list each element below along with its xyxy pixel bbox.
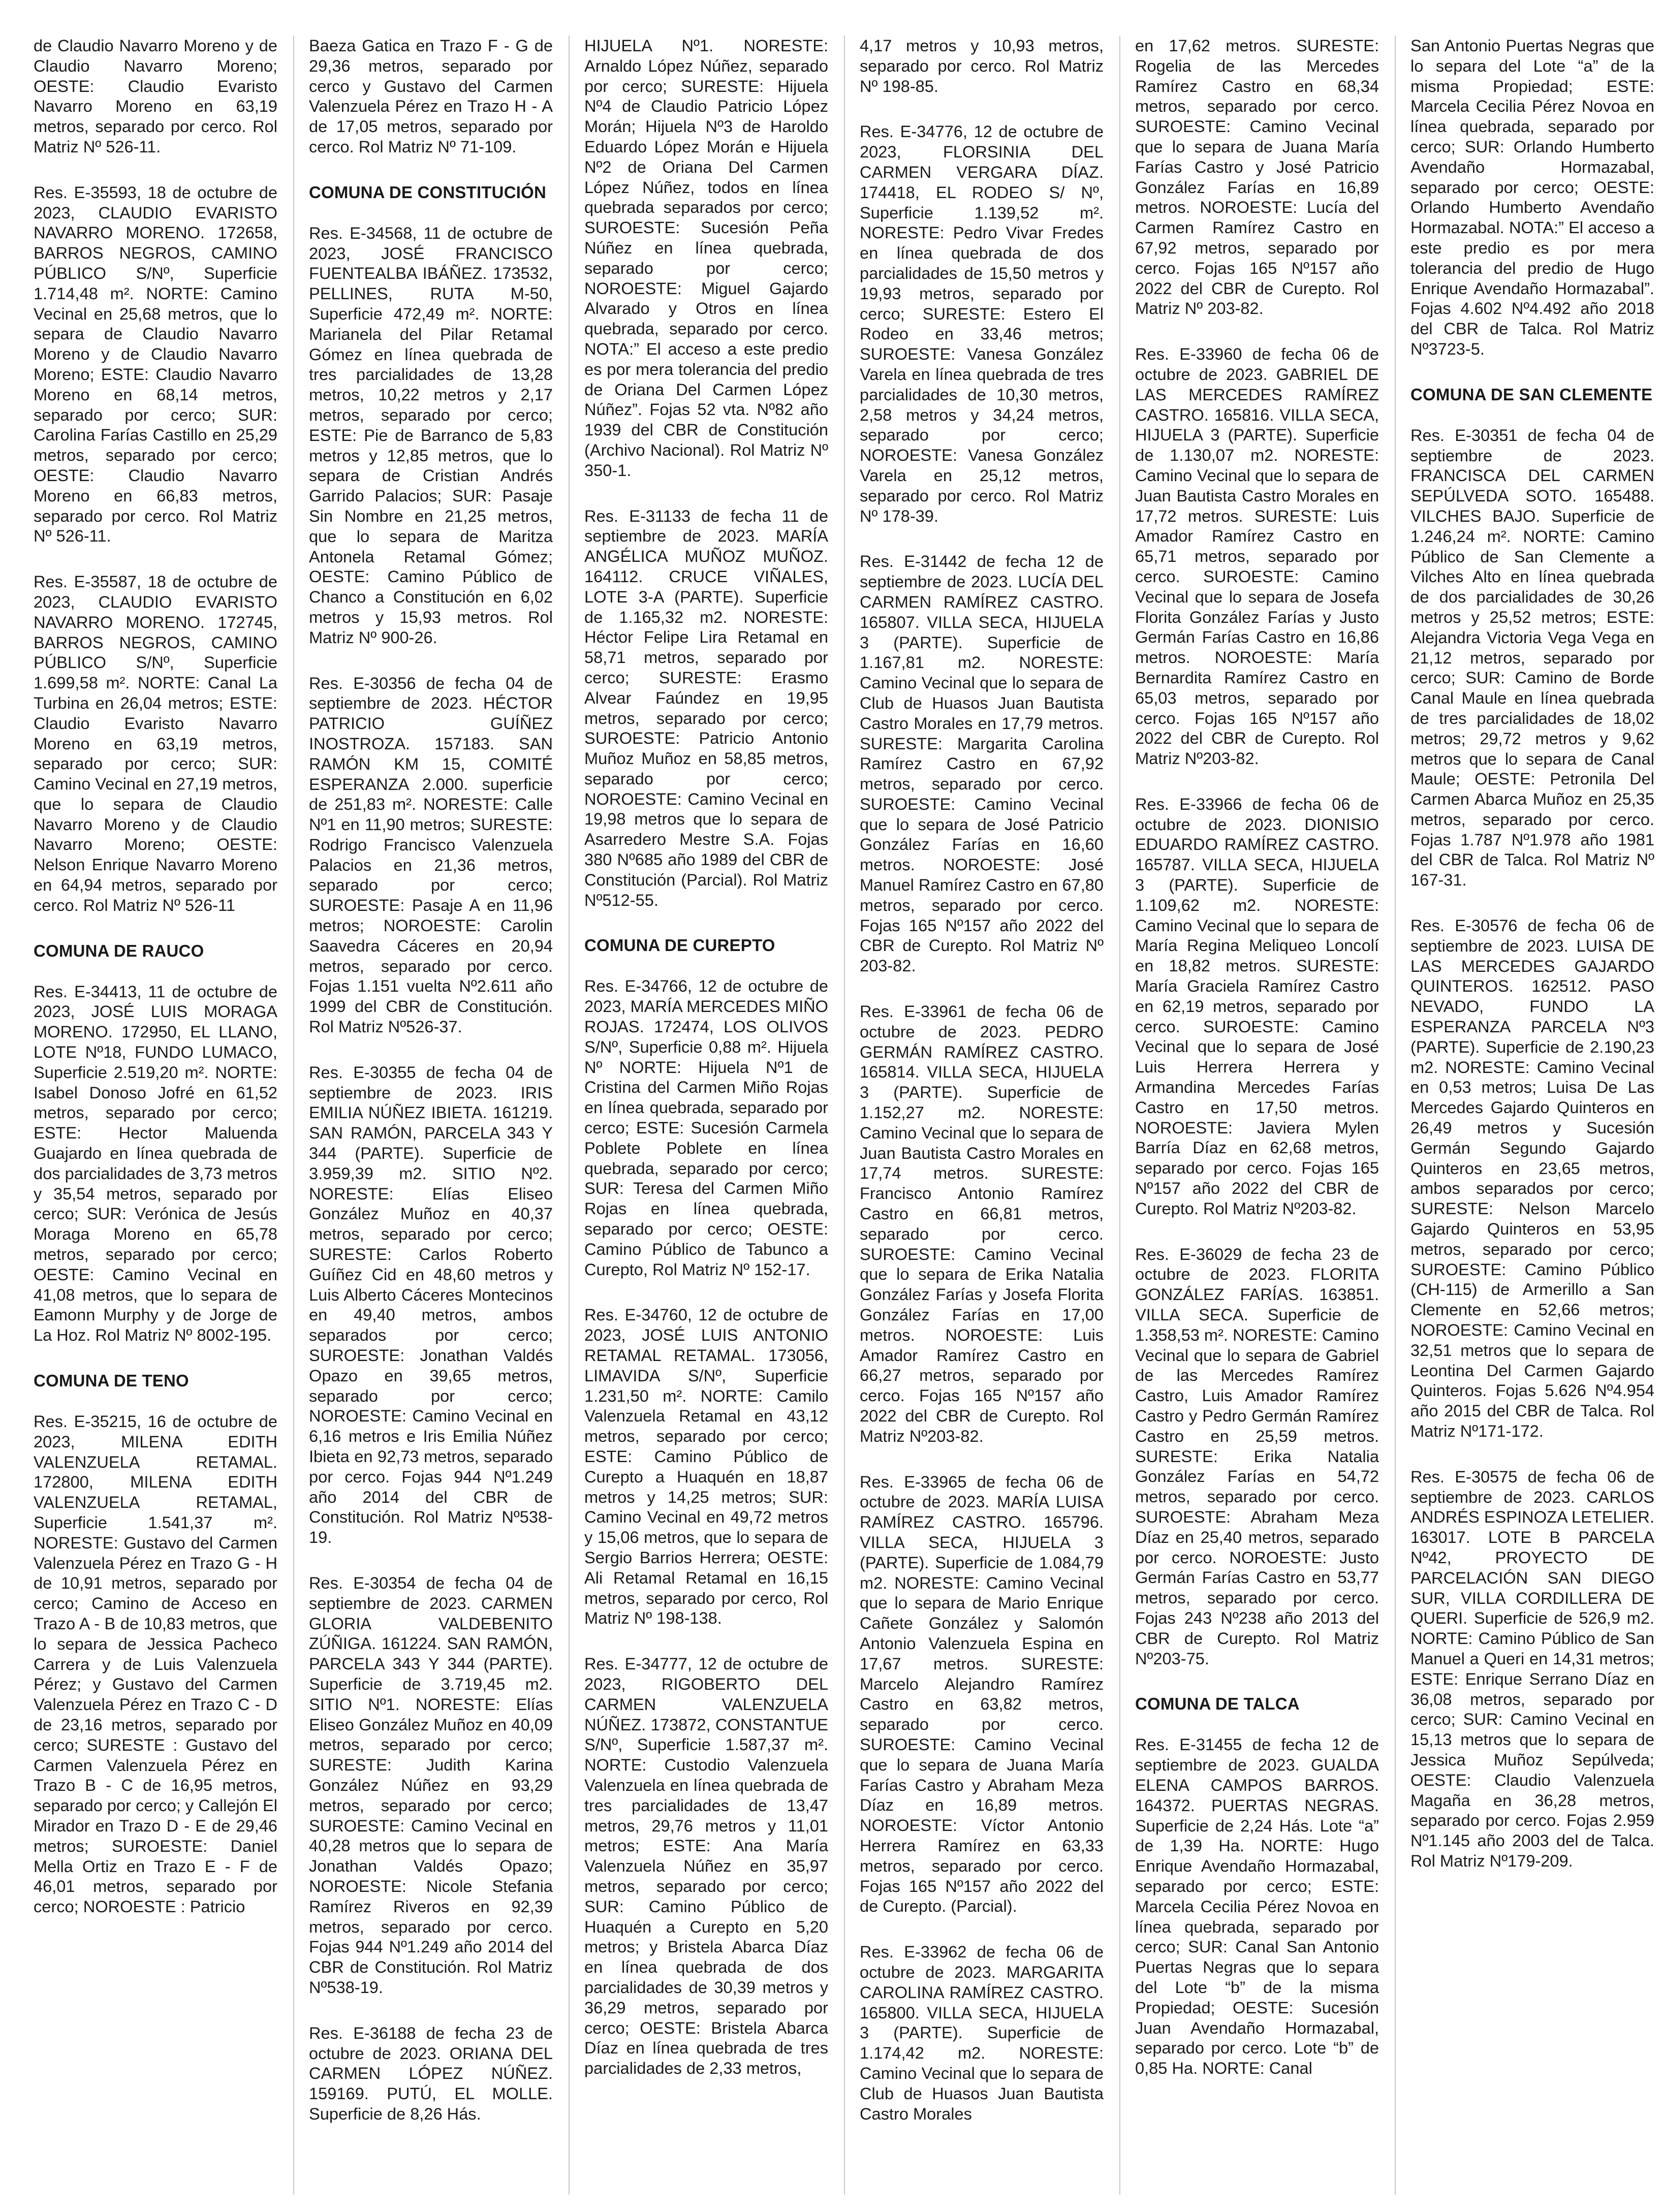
notice-paragraph: Res. E-31133 de fecha 11 de septiembre de 2023. MARÍA ANGÉLICA MUÑOZ MUÑOZ. 164112. CRUCE VIÑALES, LOTE 3-A (PARTE). Superficie de 1.165,32 m2. NORESTE: Héctor Felipe Lira Retamal en 58,71 metros, separado por cerco; SURESTE: Erasmo Alvear Faúndez en 19,95 metros, separado por cerco; SUROESTE: Patricio Antonio Muñoz Muñoz en 58,85 metros, separado por cerco; NOROESTE: Camino Vecinal en 19,98 metros que lo separa de Asarredero Mestre S.A. Fojas 380 Nº685 año 1989 del CBR de Constitución (Parcial). Rol Matriz Nº512-55. bbox=[584, 506, 828, 909]
notice-paragraph: Res. E-34760, 12 de octubre de 2023, JOSÉ LUIS ANTONIO RETAMAL RETAMAL. 173056, LIMAVIDA S/Nº, Superficie 1.231,50 m². NORTE: Camilo Valenzuela Retamal en 43,12 metros, separado por cerco; ESTE: Camino Público de Curepto a Huaquén en 18,87 metros y 14,25 metros; SUR: Camino Vecinal en 49,72 metros y 15,06 metros, que lo separa de Sergio Barrios Herrera; OESTE: Ali Retamal Retamal en 16,15 metros, separado por cerco, Rol Matriz Nº 198-138. bbox=[584, 1305, 828, 1628]
notice-paragraph: Res. E-34413, 11 de octubre de 2023, JOSÉ LUIS MORAGA MORENO. 172950, EL LLANO, LOTE Nº18, FUNDO LUMACO, Superficie 2.519,20 m². NORTE: Isabel Donoso Jofré en 61,52 metros, separado por cerco; ESTE: Hector Maluenda Guajardo en línea quebrada de dos parcialidades de 3,73 metros y 35,54 metros, separado por cerco; SUR: Verónica de Jesús Moraga Moreno en 65,78 metros, separado por cerco; OESTE: Camino Vecinal en 41,08 metros, que lo separa de Eamonn Murphy y de Jorge de La Hoz. Rol Matriz Nº 8002-195. bbox=[34, 982, 277, 1345]
notice-paragraph: Res. E-30356 de fecha 04 de septiembre de 2023. HÉCTOR PATRICIO GUÍÑEZ INOSTROZA. 157183. SAN RAMÓN KM 15, COMITÉ ESPERANZA 2.000. superficie de 251,83 m². NORESTE: Calle Nº1 en 11,90 metros; SURESTE: Rodrigo Francisco Valenzuela Palacios en 21,36 metros, separado por cerco; SUROESTE: Pasaje A en 11,96 metros; NOROESTE: Carolin Saavedra Cáceres en 20,94 metros, separado por cerco. Fojas 1.151 vuelta Nº2.611 año 1999 del CBR de Constitución. Rol Matriz Nº526-37. bbox=[309, 673, 553, 1036]
section-heading: COMUNA DE CUREPTO bbox=[584, 936, 775, 955]
text-column-1 bbox=[34, 36, 277, 2195]
text-column-6 bbox=[1410, 36, 1654, 2195]
column-rule bbox=[844, 36, 845, 2195]
notice-paragraph: Baeza Gatica en Trazo F - G de 29,36 metros, separado por cerco y Gustavo del Carmen Valenzuela Pérez en Trazo H - A de 17,05 metros, separado por cerco. Rol Matriz Nº 71-109. bbox=[309, 36, 553, 156]
notice-paragraph: Res. E-31455 de fecha 12 de septiembre de 2023. GUALDA ELENA CAMPOS BARROS. 164372. PUERTAS NEGRAS. Superficie de 2,24 Hás. Lote “a” de 1,39 Ha. NORTE: Hugo Enrique Avendaño Hormazabal, separado por cerco; ESTE: Marcela Cecilia Pérez Novoa en línea quebrada, separado por cerco; SUR: Canal San Antonio Puertas Negras que lo separa del Lote “b” de la misma Propiedad; OESTE: Sucesión Juan Avendaño Hormazabal, separado por cerco. Lote “b” de 0,85 Ha. NORTE: Canal bbox=[1135, 1735, 1379, 2078]
notice-paragraph: Res. E-30351 de fecha 04 de septiembre de 2023. FRANCISCA DEL CARMEN SEPÚLVEDA SOTO. 165488. VILCHES BAJO. Superficie de 1.246,24 m². NORTE: Camino Público de San Clemente a Vilches Alto en línea quebrada de dos parcialidades de 30,26 metros y 25,52 metros; ESTE: Alejandra Victoria Vega Vega en 21,12 metros, separado por cerco; SUR: Camino de Borde Canal Maule en línea quebrada de tres parcialidades de 18,02 metros; 29,72 metros y 9,62 metros que lo separa de Canal Maule; OESTE: Petronila Del Carmen Abarca Muñoz en 25,35 metros, separado por cerco. Fojas 1.787 Nº1.978 año 1981 del CBR de Talca. Rol Matriz Nº 167-31. bbox=[1410, 425, 1654, 890]
notice-paragraph: Res. E-30354 de fecha 04 de septiembre de 2023. CARMEN GLORIA VALDEBENITO ZÚÑIGA. 161224. SAN RAMÓN, PARCELA 343 Y 344 (PARTE). Superficie de 3.719,45 m2. SITIO Nº1. NORESTE: Elías Eliseo González Muñoz en 40,09 metros, separado por cerco; SURESTE: Judith Karina González Núñez en 93,29 metros, separado por cerco; SUROESTE: Camino Vecinal en 40,28 metros que lo separa de Jonathan Valdés Opazo; NOROESTE: Nicole Stefania Ramírez Riveros en 92,39 metros, separado por cerco. Fojas 944 Nº1.249 año 2014 del CBR de Constitución. Rol Matriz Nº538-19. bbox=[309, 1573, 553, 1997]
notice-paragraph: 4,17 metros y 10,93 metros, separado por cerco. Rol Matriz Nº 198-85. bbox=[860, 36, 1104, 96]
notice-paragraph: Res. E-33961 de fecha 06 de octubre de 2023. PEDRO GERMÁN RAMÍREZ CASTRO. 165814. VILLA SECA, HIJUELA 3 (PARTE). Superficie de 1.152,27 m2. NORESTE: Camino Vecinal que lo separa de Juan Bautista Castro Morales en 17,74 metros. SURESTE: Francisco Antonio Ramírez Castro en 66,81 metros, separado por cerco. SUROESTE: Camino Vecinal que lo separa de Erika Natalia González Farías y Josefa Florita González Farías en 17,00 metros. NOROESTE: Luis Amador Ramírez Castro en 66,27 metros, separado por cerco. Fojas 165 Nº157 año 2022 del CBR de Curepto. Rol Matriz Nº203-82. bbox=[860, 1002, 1104, 1445]
section-heading: COMUNA DE TENO bbox=[34, 1371, 189, 1391]
notice-paragraph: San Antonio Puertas Negras que lo separa del Lote “a” de la misma Propiedad; ESTE: Marcela Cecilia Pérez Novoa en línea quebrada, separado por cerco; SUR: Orlando Humberto Avendaño Hormazabal, separado por cerco; OESTE: Orlando Humberto Avendaño Hormazabal. NOTA:” El acceso a este predio es por mera tolerancia del predio de Hugo Enrique Avendaño Hormazabal”. Fojas 4.602 Nº4.492 año 2018 del CBR de Talca. Rol Matriz Nº3723-5. bbox=[1410, 36, 1654, 358]
column-rule bbox=[293, 36, 294, 2195]
notice-paragraph: Res. E-33962 de fecha 06 de octubre de 2023. MARGARITA CAROLINA RAMÍREZ CASTRO. 165800. VILLA SECA, HIJUELA 3 (PARTE). Superficie de 1.174,42 m2. NORESTE: Camino Vecinal que lo separa de Club de Huasos Juan Bautista Castro Morales bbox=[860, 1942, 1104, 2123]
notice-paragraph: en 17,62 metros. SURESTE: Rogelia de las Mercedes Ramírez Castro en 68,34 metros, separado por cerco. SUROESTE: Camino Vecinal que lo separa de Juana María Farías Castro y José Patricio González Farías en 16,89 metros. NOROESTE: Lucía del Carmen Ramírez Castro en 67,92 metros, separado por cerco. Fojas 165 Nº157 año 2022 del CBR de Curepto. Rol Matriz Nº 203-82. bbox=[1135, 36, 1379, 318]
column-rule bbox=[569, 36, 570, 2195]
notice-paragraph: Res. E-31442 de fecha 12 de septiembre de 2023. LUCÍA DEL CARMEN RAMÍREZ CASTRO. 165807. VILLA SECA, HIJUELA 3 (PARTE). Superficie de 1.167,81 m2. NORESTE: Camino Vecinal que lo separa de Club de Huasos Juan Bautista Castro Morales en 17,79 metros. SURESTE: Margarita Carolina Ramírez Castro en 67,92 metros, separado por cerco. SUROESTE: Camino Vecinal que lo separa de José Patricio González Farías en 16,60 metros. NOROESTE: José Manuel Ramírez Castro en 67,80 metros, separado por cerco. Fojas 165 Nº157 año 2022 del CBR de Curepto. Rol Matriz Nº 203-82. bbox=[860, 552, 1104, 975]
column-rule bbox=[1395, 36, 1396, 2195]
notice-paragraph: HIJUELA Nº1. NORESTE: Arnaldo López Núñez, separado por cerco; SURESTE: Hijuela Nº4 de Claudio Patricio López Morán; Hijuela Nº3 de Haroldo Eduardo López Morán e Hijuela Nº2 de Oriana Del Carmen López Núñez, todos en línea quebrada separados por cerco; SUROESTE: Sucesión Peña Núñez en línea quebrada, separado por cerco; NOROESTE: Miguel Gajardo Alvarado y Otros en línea quebrada, separado por cerco. NOTA:” El acceso a este predio es por mera tolerancia del predio de Oriana Del Carmen López Núñez”. Fojas 52 vta. Nº82 año 1939 del CBR de Constitución (Archivo Nacional). Rol Matriz Nº 350-1. bbox=[584, 36, 828, 480]
notice-paragraph: Res. E-36188 de fecha 23 de octubre de 2023. ORIANA DEL CARMEN LÓPEZ NÚÑEZ. 159169. PUTÚ, EL MOLLE. Superficie de 8,26 Hás. bbox=[309, 2023, 553, 2123]
text-column-3 bbox=[584, 36, 828, 2195]
section-heading: COMUNA DE CONSTITUCIÓN bbox=[309, 182, 546, 202]
notice-paragraph: Res. E-33965 de fecha 06 de octubre de 2023. MARÍA LUISA RAMÍREZ CASTRO. 165796. VILLA SECA, HIJUELA 3 (PARTE). Superficie de 1.084,79 m2. NORESTE: Camino Vecinal que lo separa de Mario Enrique Cañete González y Salomón Antonio Valenzuela Espina en 17,67 metros. SURESTE: Marcelo Alejandro Ramírez Castro en 63,82 metros, separado por cerco. SUROESTE: Camino Vecinal que lo separa de Juana María Farías Castro y Abraham Meza Díaz en 16,89 metros. NOROESTE: Víctor Antonio Herrera Ramírez en 63,33 metros, separado por cerco. Fojas 165 Nº157 año 2022 del de Curepto. (Parcial). bbox=[860, 1472, 1104, 1916]
notice-paragraph: Res. E-35587, 18 de octubre de 2023, CLAUDIO EVARISTO NAVARRO MORENO. 172745, BARROS NEGROS, CAMINO PÚBLICO S/Nº, Superficie 1.699,58 m². NORTE: Canal La Turbina en 26,04 metros; ESTE: Claudio Evaristo Navarro Moreno en 63,19 metros, separado por cerco; SUR: Camino Vecinal en 27,19 metros, que lo separa de Claudio Navarro Moreno y de Claudio Navarro Moreno; OESTE: Nelson Enrique Navarro Moreno en 64,94 metros, separado por cerco. Rol Matriz Nº 526-11 bbox=[34, 572, 277, 914]
notice-paragraph: Res. E-34777, 12 de octubre de 2023, RIGOBERTO DEL CARMEN VALENZUELA NÚÑEZ. 173872, CONSTANTUE S/Nº, Superficie 1.587,37 m². NORTE: Custodio Valenzuela Valenzuela en línea quebrada de tres parcialidades de 13,47 metros, 29,76 metros y 11,01 metros; ESTE: Ana María Valenzuela Núñez en 35,97 metros, separado por cerco; SUR: Camino Público de Huaquén a Curepto en 5,20 metros; y Bristela Abarca Díaz en línea quebrada de dos parcialidades de 30,39 metros y 36,29 metros, separado por cerco; OESTE: Bristela Abarca Díaz en línea quebrada de tres parcialidades de 2,33 metros, bbox=[584, 1654, 828, 2078]
notice-paragraph: Res. E-36029 de fecha 23 de octubre de 2023. FLORITA GONZÁLEZ FARÍAS. 163851. VILLA SECA. Superficie de 1.358,53 m². NORESTE: Camino Vecinal que lo separa de Gabriel de las Mercedes Ramírez Castro, Luis Amador Ramírez Castro y Pedro Germán Ramírez Castro en 25,59 metros. SURESTE: Erika Natalia González Farías en 54,72 metros, separado por cerco. SUROESTE: Abraham Meza Díaz en 25,40 metros, separado por cerco. NOROESTE: Justo Germán Farías Castro en 53,77 metros, separado por cerco. Fojas 243 Nº238 año 2013 del CBR de Curepto. Rol Matriz Nº203-75. bbox=[1135, 1244, 1379, 1668]
notice-paragraph: Res. E-33960 de fecha 06 de octubre de 2023. GABRIEL DE LAS MERCEDES RAMÍREZ CASTRO. 165816. VILLA SECA, HIJUELA 3 (PARTE). Superficie de 1.130,07 m2. NORESTE: Camino Vecinal que lo separa de Juan Bautista Castro Morales en 17,72 metros. SURESTE: Luis Amador Ramírez Castro en 65,71 metros, separado por cerco. SUROESTE: Camino Vecinal que lo separa de Josefa Florita González Farías y Justo Germán Farías Castro en 16,86 metros. NOROESTE: María Bernardita Ramírez Castro en 65,03 metros, separado por cerco. Fojas 165 Nº157 año 2022 del CBR de Curepto. Rol Matriz Nº203-82. bbox=[1135, 344, 1379, 768]
notice-paragraph: Res. E-30575 de fecha 06 de septiembre de 2023. CARLOS ANDRÉS ESPINOZA LETELIER. 163017. LOTE B PARCELA Nº42, PROYECTO DE PARCELACIÓN SAN DIEGO SUR, VILLA CORDILLERA DE QUERI. Superficie de 526,9 m2. NORTE: Camino Público de San Manuel a Queri en 14,31 metros; ESTE: Enrique Serrano Díaz en 36,08 metros, separado por cerco; SUR: Camino Vecinal en 15,13 metros que lo separa de Jessica Muñoz Sepúlveda; OESTE: Claudio Valenzuela Magaña en 36,28 metros, separado por cerco. Fojas 2.959 Nº1.145 año 2003 del de Talca. Rol Matriz Nº179-209. bbox=[1410, 1467, 1654, 1870]
notice-paragraph: Res. E-30355 de fecha 04 de septiembre de 2023. IRIS EMILIA NÚÑEZ IBIETA. 161219. SAN RAMÓN, PARCELA 343 Y 344 (PARTE). Superficie de 3.959,39 m2. SITIO Nº2. NORESTE: Elías Eliseo González Muñoz en 40,37 metros, separado por cerco; SURESTE: Carlos Roberto Guíñez Cid en 48,60 metros y Luis Alberto Cáceres Montecinos en 49,40 metros, ambos separados por cerco; SUROESTE: Jonathan Valdés Opazo en 39,65 metros, separado por cerco; NOROESTE: Camino Vecinal en 6,16 metros e Iris Emilia Núñez Ibieta en 92,73 metros, separado por cerco. Fojas 944 Nº1.249 año 2014 del CBR de Constitución. Rol Matriz Nº538-19. bbox=[309, 1062, 553, 1547]
notice-paragraph: Res. E-35215, 16 de octubre de 2023, MILENA EDITH VALENZUELA RETAMAL. 172800, MILENA EDITH VALENZUELA RETAMAL, Superficie 1.541,37 m². NORESTE: Gustavo del Carmen Valenzuela Pérez en Trazo G - H de 10,91 metros, separado por cerco; Camino de Acceso en Trazo A - B de 10,83 metros, que lo separa de Jessica Pacheco Carrera y de Luis Valenzuela Pérez; y Gustavo del Carmen Valenzuela Pérez en Trazo C - D de 23,16 metros, separado por cerco; SURESTE : Gustavo del Carmen Valenzuela Pérez en Trazo B - C de 16,95 metros, separado por cerco; y Callejón El Mirador en Trazo D - E de 29,46 metros; SUROESTE: Daniel Mella Ortiz en Trazo E - F de 46,01 metros, separado por cerco; NOROESTE : Patricio bbox=[34, 1412, 277, 1916]
column-rule bbox=[1119, 36, 1120, 2195]
text-column-4 bbox=[860, 36, 1104, 2195]
section-heading: COMUNA DE TALCA bbox=[1135, 1694, 1300, 1714]
notice-paragraph: Res. E-34568, 11 de octubre de 2023, JOSÉ FRANCISCO FUENTEALBA IBÁÑEZ. 173532, PELLINES, RUTA M-50, Superficie 472,49 m². NORTE: Marianela del Pilar Retamal Gómez en línea quebrada de tres parcialidades de 13,28 metros, 10,22 metros y 2,17 metros, separado por cerco; ESTE: Pie de Barranco de 5,83 metros y 12,85 metros, que lo separa de Cristian Andrés Garrido Palacios; SUR: Pasaje Sin Nombre en 21,25 metros, que lo separa de Maritza Antonela Retamal Gómez; OESTE: Camino Público de Chanco a Constitución en 6,02 metros y 15,93 metros. Rol Matriz Nº 900-26. bbox=[309, 223, 553, 647]
notice-paragraph: Res. E-34776, 12 de octubre de 2023, FLORSINIA DEL CARMEN VERGARA DÍAZ. 174418, EL RODEO S/ Nº, Superficie 1.139,52 m². NORESTE: Pedro Vivar Fredes en línea quebrada de dos parcialidades de 15,50 metros y 19,93 metros, separado por cerco; SURESTE: Estero El Rodeo en 33,46 metros; SUROESTE: Vanesa González Varela en línea quebrada de tres parcialidades de 10,30 metros, 2,58 metros y 34,24 metros, separado por cerco; NOROESTE: Vanesa González Varela en 25,12 metros, separado por cerco. Rol Matriz Nº 178-39. bbox=[860, 122, 1104, 525]
section-heading: COMUNA DE RAUCO bbox=[34, 941, 204, 960]
section-heading: COMUNA DE SAN CLEMENTE bbox=[1410, 385, 1653, 404]
newspaper-page bbox=[34, 36, 1654, 2195]
notice-paragraph: de Claudio Navarro Moreno y de Claudio Navarro Moreno; OESTE: Claudio Evaristo Navarro Moreno en 63,19 metros, separado por cerco. Rol Matriz Nº 526-11. bbox=[34, 36, 277, 156]
text-column-5 bbox=[1135, 36, 1379, 2195]
text-column-2 bbox=[309, 36, 553, 2195]
notice-paragraph: Res. E-30576 de fecha 06 de septiembre de 2023. LUISA DE LAS MERCEDES GAJARDO QUINTEROS. 162512. PASO NEVADO, FUNDO LA ESPERANZA PARCELA Nº3 (PARTE). Superficie de 2.190,23 m2. NORESTE: Camino Vecinal en 0,53 metros; Luisa De Las Mercedes Gajardo Quinteros en 26,49 metros y Sucesión Germán Segundo Gajardo Quinteros en 23,65 metros, ambos separados por cerco; SURESTE: Nelson Marcelo Gajardo Quinteros en 53,95 metros, separado por cerco; SUROESTE: Camino Público (CH-115) de Armerillo a San Clemente en 52,66 metros; NOROESTE: Camino Vecinal en 32,51 metros que lo separa de Leontina Del Carmen Gajardo Quinteros. Fojas 5.626 Nº4.954 año 2015 del CBR de Talca. Rol Matriz Nº171-172. bbox=[1410, 916, 1654, 1440]
notice-paragraph: Res. E-34766, 12 de octubre de 2023, MARÍA MERCEDES MIÑO ROJAS. 172474, LOS OLIVOS S/Nº, Superficie 0,88 m². Hijuela Nº NORTE: Hijuela Nº1 de Cristina del Carmen Miño Rojas en línea quebrada, separado por cerco; ESTE: Sucesión Carmela Poblete Poblete en línea quebrada, separado por cerco; SUR: Teresa del Carmen Miño Rojas en línea quebrada, separado por cerco; OESTE: Camino Público de Tabunco a Curepto, Rol Matriz Nº 152-17. bbox=[584, 976, 828, 1279]
notice-paragraph: Res. E-33966 de fecha 06 de octubre de 2023. DIONISIO EDUARDO RAMÍREZ CASTRO. 165787. VILLA SECA, HIJUELA 3 (PARTE). Superficie de 1.109,62 m2. NORESTE: Camino Vecinal que lo separa de María Regina Meliqueo Loncolí en 18,82 metros. SURESTE: María Graciela Ramírez Castro en 62,19 metros, separado por cerco. SUROESTE: Camino Vecinal que lo separa de José Luis Herrera Herrera y Armandina Mercedes Farías Castro en 17,50 metros. NOROESTE: Javiera Mylen Barría Díaz en 62,68 metros, separado por cerco. Fojas 165 Nº157 año 2022 del CBR de Curepto. Rol Matriz Nº203-82. bbox=[1135, 794, 1379, 1218]
notice-paragraph: Res. E-35593, 18 de octubre de 2023, CLAUDIO EVARISTO NAVARRO MORENO. 172658, BARROS NEGROS, CAMINO PÚBLICO S/Nº, Superficie 1.714,48 m². NORTE: Camino Vecinal en 25,68 metros, que lo separa de Claudio Navarro Moreno y de Claudio Navarro Moreno; ESTE: Claudio Navarro Moreno en 68,14 metros, separado por cerco; SUR: Carolina Farías Castillo en 25,29 metros, separado por cerco; OESTE: Claudio Navarro Moreno en 66,83 metros, separado por cerco. Rol Matriz Nº 526-11. bbox=[34, 182, 277, 546]
